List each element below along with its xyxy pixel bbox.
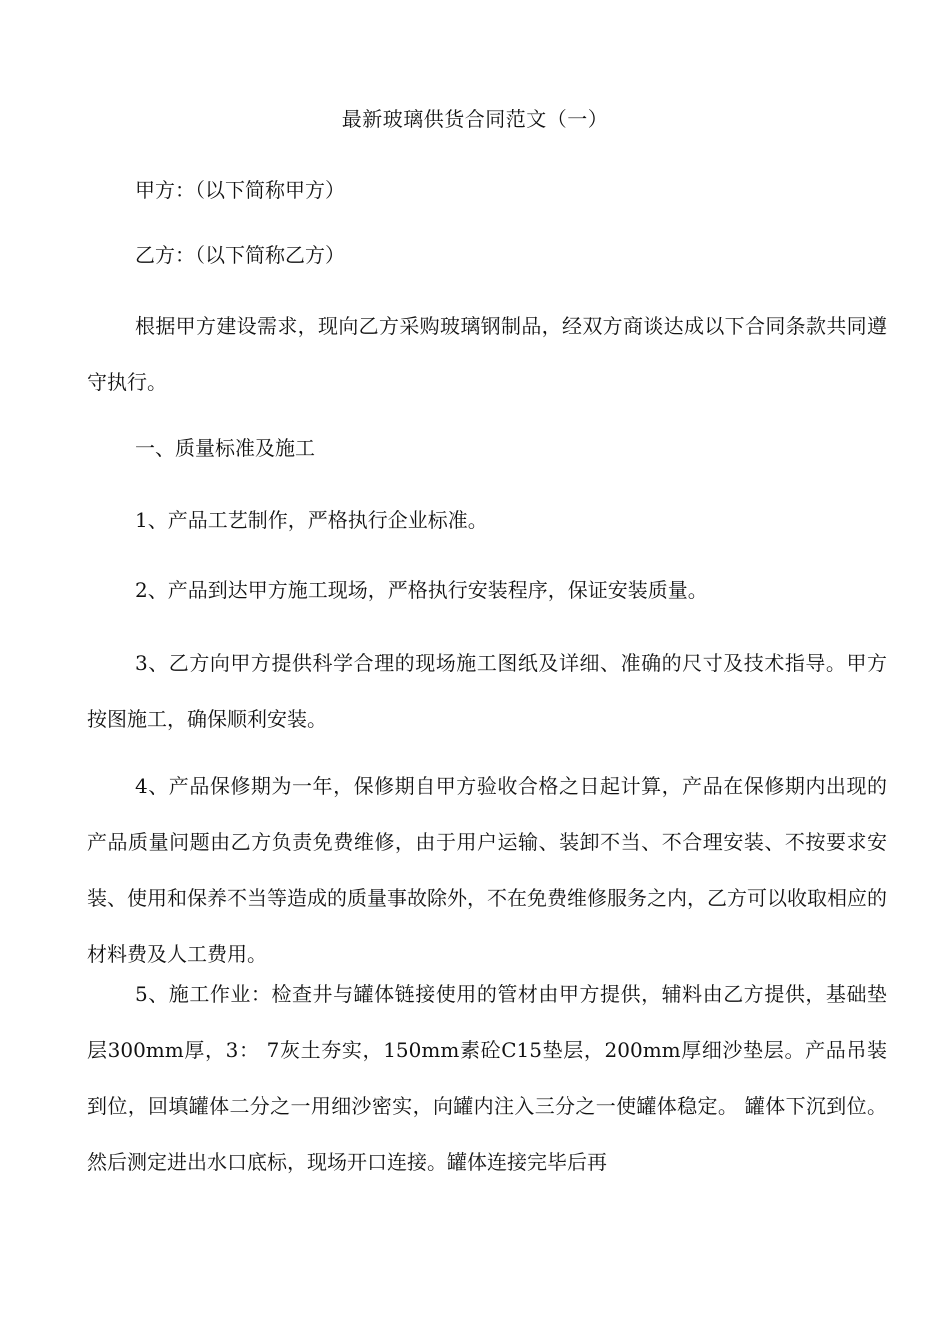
clause-2: 2、产品到达甲方施工现场，严格执行安装程序，保证安装质量。 (135, 578, 708, 602)
clause-3: 3、乙方向甲方提供科学合理的现场施工图纸及详细、准确的尺寸及技术指导。甲方按图施工，确保顺利安装。 (87, 651, 887, 731)
clause-5: 5、施工作业：检查井与罐体链接使用的管材由甲方提供，辅料由乙方提供，基础垫层300mm厚，3： 7灰土夯实，150mm素砼C15垫层，200mm厚细沙垫层。产品吊装到位，回填罐体二分之一用细沙密实，向罐内注入三分之一使罐体稳定。 罐体下沉到位。然后测定进出水口底标，现场开口连接。罐体连接完毕后再 (87, 982, 887, 1174)
document-title: 最新玻璃供货合同范文（一） (341, 107, 609, 131)
intro-paragraph: 根据甲方建设需求，现向乙方采购玻璃钢制品，经双方商谈达成以下合同条款共同遵守执行。 (87, 314, 887, 394)
clause-1: 1、产品工艺制作，严格执行企业标准。 (135, 508, 488, 532)
party-a-line: 甲方：（以下简称甲方） (135, 178, 345, 202)
section-1-heading: 一、质量标准及施工 (135, 436, 315, 460)
clause-4: 4、产品保修期为一年，保修期自甲方验收合格之日起计算，产品在保修期内出现的产品质量问题由乙方负责免费维修，由于用户运输、装卸不当、不合理安装、不按要求安装、使用和保养不当等造成的质量事故除外，不在免费维修服务之内，乙方可以收取相应的材料费及人工费用。 (87, 774, 887, 966)
party-b-line: 乙方：（以下简称乙方） (135, 243, 345, 267)
